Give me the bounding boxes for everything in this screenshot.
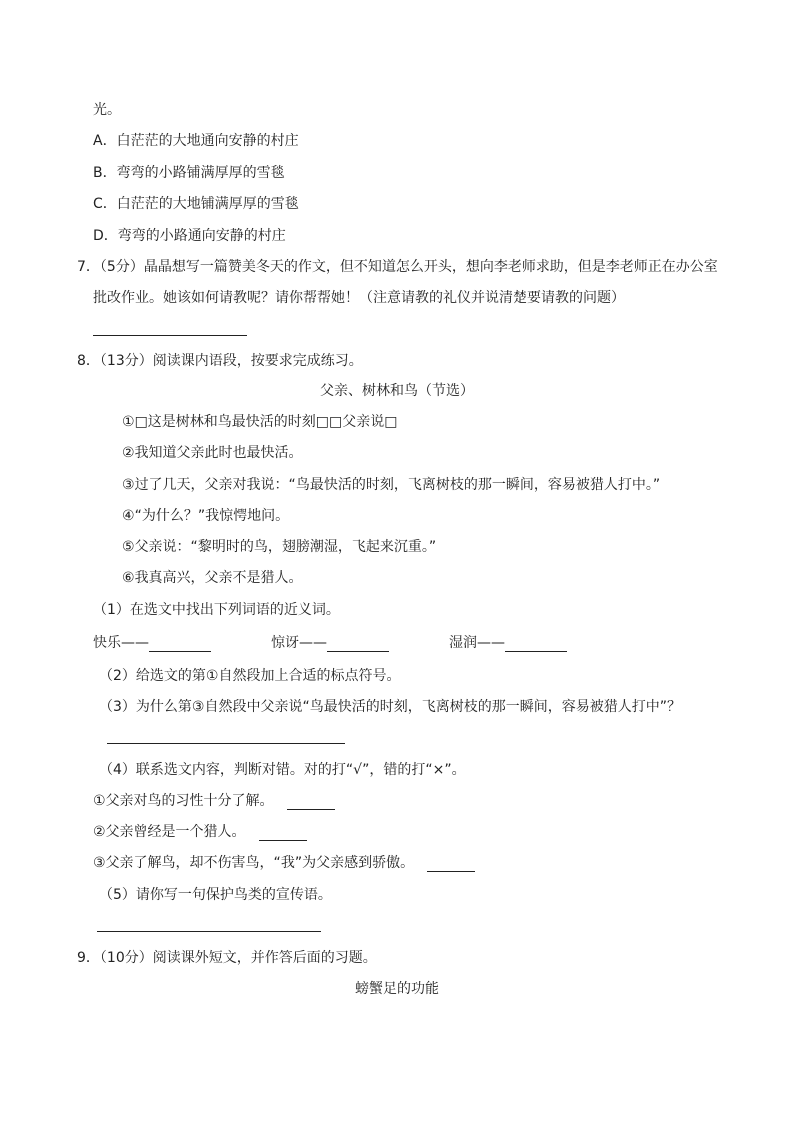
paragraph-number: ② (122, 445, 135, 461)
sub2-tail: 自然段加上合适的标点符号。 (218, 668, 401, 684)
judgment-1 (93, 792, 335, 810)
paragraph-number: ⑤ (122, 539, 135, 555)
judgment-text: 父亲对鸟的习性十分了解。 (105, 793, 274, 809)
synonym-label: 快乐—— (93, 635, 149, 651)
judgment-text: 父亲了解鸟，却不伤害鸟，“我”为父亲感到骄傲。 (105, 855, 415, 871)
paragraph-number: ② (93, 824, 106, 840)
q8-paragraph-1 (122, 413, 397, 431)
synonym-label: 惊讶—— (271, 635, 327, 651)
synonym-happy (93, 634, 211, 652)
paragraph-number: ① (205, 668, 219, 684)
q8-paragraph-5 (122, 538, 436, 556)
q6-option-a: A．白茫茫的大地通向安静的村庄 (93, 133, 299, 149)
q8-sub2 (99, 667, 400, 685)
synonym-moist (449, 634, 567, 652)
paragraph-number: ③ (122, 477, 135, 493)
q9-passage-title: 螃蟹足的功能 (355, 981, 439, 997)
q8-header: 8．（13分）阅读课内语段，按要求完成练习。 (77, 353, 363, 369)
sub3-text: （3）为什么第 (99, 699, 192, 715)
judgment-3 (93, 854, 475, 872)
synonym-answer-blank[interactable] (149, 637, 211, 652)
q8-sub3-answer-line[interactable] (107, 743, 345, 744)
synonym-answer-blank[interactable] (505, 637, 567, 652)
sub3-tail: 自然段中父亲说“鸟最快活的时刻，飞离树枝的那一瞬间，容易被猎人打中”？ (204, 699, 681, 715)
q6-option-b: B．弯弯的小路铺满厚厚的雪毯 (93, 165, 285, 181)
q8-sub5-answer-line[interactable] (97, 931, 321, 932)
q7-line-2: 批改作业。她该如何请教呢？请你帮帮她！（注意请教的礼仪并说清楚要请教的问题） (93, 290, 625, 306)
q7-answer-line[interactable] (93, 335, 247, 336)
judgment-answer-blank[interactable] (259, 826, 307, 841)
q8-passage-title: 父亲、树林和鸟（节选） (320, 383, 474, 399)
judgment-2 (93, 823, 307, 841)
q8-sub4: （4）联系选文内容，判断对错。对的打“√”，错的打“×”。 (99, 762, 466, 778)
paragraph-number: ① (93, 793, 106, 809)
q8-paragraph-2 (122, 444, 303, 462)
q8-sub1: （1）在选文中找出下列词语的近义词。 (93, 602, 340, 618)
judgment-answer-blank[interactable] (427, 857, 475, 872)
paragraph-text: 我知道父亲此时也最快活。 (134, 445, 303, 461)
q8-sub3 (99, 698, 681, 716)
synonym-surprised (271, 634, 389, 652)
q7-line-1: 7．（5分）晶晶想写一篇赞美冬天的作文，但不知道怎么开头，想向李老师求助，但是李老师正在办公室 (77, 259, 718, 275)
paragraph-number: ③ (93, 855, 106, 871)
paragraph-text: 父亲说：“黎明时的鸟，翅膀潮湿，飞起来沉重。” (134, 539, 437, 555)
judgment-answer-blank[interactable] (287, 795, 335, 810)
paragraph-number: ① (122, 414, 135, 430)
q8-paragraph-6 (122, 569, 303, 587)
paragraph-text: □这是树林和鸟最快活的时刻□□父亲说□ (134, 414, 398, 430)
paragraph-number: ④ (122, 508, 135, 524)
paragraph-number: ③ (191, 699, 205, 715)
paragraph-number: ⑥ (122, 570, 135, 586)
paragraph-text: “为什么？”我惊愕地问。 (134, 508, 290, 524)
paragraph-text: 过了几天，父亲对我说：“鸟最快活的时刻，飞离树枝的那一瞬间，容易被猎人打中。” (134, 477, 661, 493)
q8-paragraph-4 (122, 507, 289, 525)
q8-sub5: （5）请你写一句保护鸟类的宣传语。 (99, 887, 332, 903)
q6-option-d: D．弯弯的小路通向安静的村庄 (93, 228, 286, 244)
judgment-text: 父亲曾经是一个猎人。 (105, 824, 246, 840)
sub2-text: （2）给选文的第 (99, 668, 206, 684)
q9-header: 9．（10分）阅读课外短文，并作答后面的习题。 (77, 950, 377, 966)
q6-option-c: C．白茫茫的大地铺满厚厚的雪毯 (93, 196, 299, 212)
q6-tail-text: 光。 (93, 102, 121, 118)
synonym-label: 湿润—— (449, 635, 505, 651)
synonym-answer-blank[interactable] (327, 637, 389, 652)
paragraph-text: 我真高兴，父亲不是猎人。 (134, 570, 303, 586)
q8-paragraph-3 (122, 476, 660, 494)
